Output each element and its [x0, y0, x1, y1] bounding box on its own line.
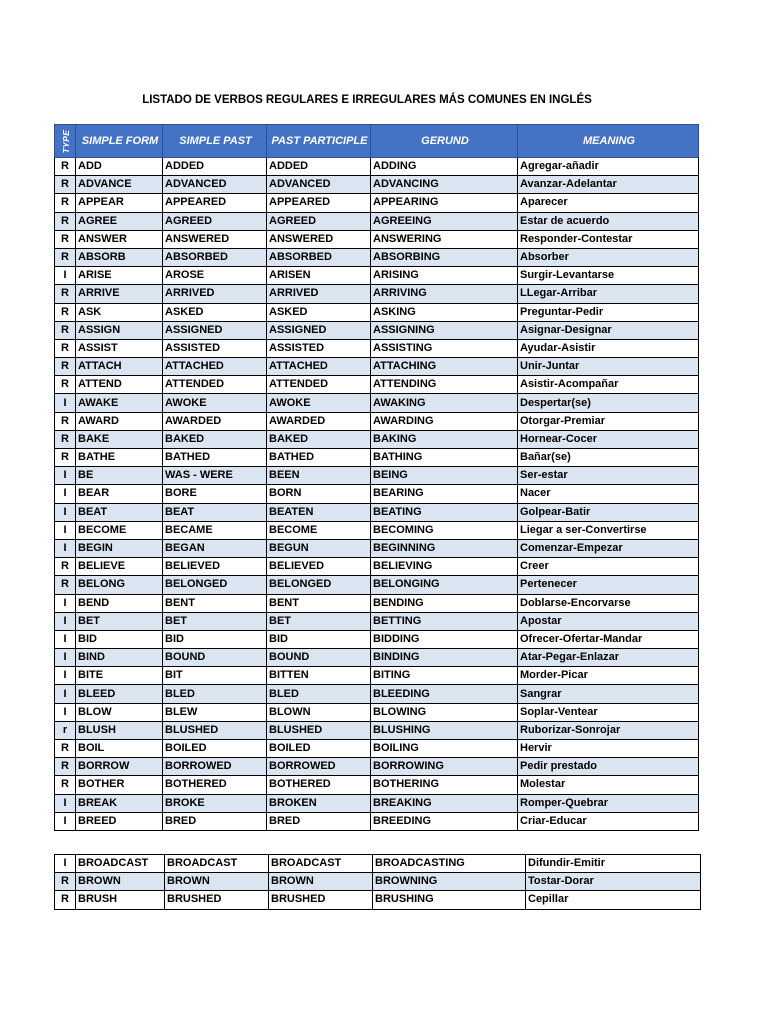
cell-gerund: APPEARING: [371, 194, 518, 212]
cell-simple-past: ADDED: [163, 158, 267, 176]
cell-simple-form: BITE: [76, 667, 163, 685]
cell-past-participle: ADDED: [267, 158, 371, 176]
table-row: [55, 740, 699, 758]
cell-simple-past: BROKE: [163, 794, 267, 812]
cell-past-participle: BEATEN: [267, 503, 371, 521]
document-title: LISTADO DE VERBOS REGULARES E IRREGULARES MÁS COMUNES EN INGLÉS: [142, 94, 592, 106]
cell-meaning: Asignar-Designar: [518, 321, 699, 339]
cell-meaning: Criar-Educar: [518, 812, 699, 830]
cell-type: I: [55, 703, 76, 721]
table-row: [55, 594, 699, 612]
cell-type: I: [55, 855, 76, 873]
cell-meaning: Hornear-Cocer: [518, 430, 699, 448]
cell-simple-past: ARRIVED: [163, 285, 267, 303]
cell-meaning: Difundir-Emitir: [526, 855, 701, 873]
cell-simple-past: BAKED: [163, 430, 267, 448]
cell-simple-form: BEAR: [76, 485, 163, 503]
cell-type: I: [55, 539, 76, 557]
cell-simple-form: BORROW: [76, 758, 163, 776]
cell-type: I: [55, 467, 76, 485]
table-row: [55, 285, 699, 303]
cell-gerund: BLEEDING: [371, 685, 518, 703]
cell-simple-past: ASKED: [163, 303, 267, 321]
verbs-table: [54, 124, 699, 831]
cell-past-participle: BRED: [267, 812, 371, 830]
cell-gerund: BENDING: [371, 594, 518, 612]
cell-type: I: [55, 594, 76, 612]
cell-type: I: [55, 794, 76, 812]
cell-simple-past: ASSIGNED: [163, 321, 267, 339]
cell-type: I: [55, 503, 76, 521]
table-row: [55, 649, 699, 667]
cell-gerund: BORROWING: [371, 758, 518, 776]
cell-gerund: BITING: [371, 667, 518, 685]
cell-simple-form: BLOW: [76, 703, 163, 721]
cell-meaning: Absorber: [518, 248, 699, 266]
cell-past-participle: APPEARED: [267, 194, 371, 212]
cell-type: R: [55, 321, 76, 339]
cell-gerund: ABSORBING: [371, 248, 518, 266]
cell-gerund: BEGINNING: [371, 539, 518, 557]
cell-type: I: [55, 685, 76, 703]
cell-type: R: [55, 891, 76, 909]
cell-simple-form: BELONG: [76, 576, 163, 594]
cell-gerund: BLOWING: [371, 703, 518, 721]
cell-gerund: BATHING: [371, 449, 518, 467]
cell-past-participle: BELONGED: [267, 576, 371, 594]
cell-past-participle: ASSIGNED: [267, 321, 371, 339]
cell-gerund: ATTENDING: [371, 376, 518, 394]
cell-past-participle: ASSISTED: [267, 339, 371, 357]
cell-simple-past: ADVANCED: [163, 176, 267, 194]
cell-past-participle: BATHED: [267, 449, 371, 467]
cell-simple-form: BREED: [76, 812, 163, 830]
cell-past-participle: ASKED: [267, 303, 371, 321]
table-row: [55, 467, 699, 485]
cell-simple-past: BLUSHED: [163, 721, 267, 739]
table-row: [55, 758, 699, 776]
cell-past-participle: BID: [267, 630, 371, 648]
cell-past-participle: BELIEVED: [267, 558, 371, 576]
cell-meaning: Apostar: [518, 612, 699, 630]
cell-simple-past: ANSWERED: [163, 230, 267, 248]
cell-meaning: Liegar a ser-Convertirse: [518, 521, 699, 539]
cell-past-participle: ANSWERED: [267, 230, 371, 248]
cell-gerund: BLUSHING: [371, 721, 518, 739]
cell-type: I: [55, 612, 76, 630]
cell-past-participle: BROADCAST: [269, 855, 373, 873]
cell-gerund: BEING: [371, 467, 518, 485]
table-row: [55, 267, 699, 285]
table-row: [55, 412, 699, 430]
table-row: [55, 812, 699, 830]
cell-meaning: Nacer: [518, 485, 699, 503]
cell-type: I: [55, 630, 76, 648]
cell-simple-past: BID: [163, 630, 267, 648]
cell-meaning: Bañar(se): [518, 449, 699, 467]
cell-past-participle: BROKEN: [267, 794, 371, 812]
cell-simple-past: BORE: [163, 485, 267, 503]
cell-meaning: Sangrar: [518, 685, 699, 703]
header-meaning: MEANING: [518, 125, 699, 158]
cell-simple-form: ADVANCE: [76, 176, 163, 194]
cell-gerund: ADDING: [371, 158, 518, 176]
table-row: [55, 855, 701, 873]
cell-type: I: [55, 267, 76, 285]
header-simple-past: SIMPLE PAST: [163, 125, 267, 158]
cell-gerund: AWARDING: [371, 412, 518, 430]
table-row: [55, 703, 699, 721]
cell-simple-past: WAS - WERE: [163, 467, 267, 485]
verbs-table-continued: [54, 854, 701, 910]
table-row: [55, 376, 699, 394]
cell-meaning: Creer: [518, 558, 699, 576]
cell-meaning: Responder-Contestar: [518, 230, 699, 248]
cell-simple-form: BE: [76, 467, 163, 485]
cell-simple-past: AWARDED: [163, 412, 267, 430]
cell-simple-past: BORROWED: [163, 758, 267, 776]
cell-simple-past: BATHED: [163, 449, 267, 467]
table-row: [55, 685, 699, 703]
cell-type: I: [55, 521, 76, 539]
header-simple-form: SIMPLE FORM: [76, 125, 163, 158]
cell-simple-form: ADD: [76, 158, 163, 176]
cell-simple-past: ASSISTED: [163, 339, 267, 357]
table-row: [55, 521, 699, 539]
cell-meaning: LLegar-Arribar: [518, 285, 699, 303]
cell-gerund: BIDDING: [371, 630, 518, 648]
cell-simple-form: BID: [76, 630, 163, 648]
cell-past-participle: BEEN: [267, 467, 371, 485]
cell-simple-past: BLEW: [163, 703, 267, 721]
cell-type: R: [55, 158, 76, 176]
cell-simple-form: BATHE: [76, 449, 163, 467]
cell-gerund: AWAKING: [371, 394, 518, 412]
cell-past-participle: ARRIVED: [267, 285, 371, 303]
cell-simple-past: AROSE: [163, 267, 267, 285]
cell-past-participle: AWOKE: [267, 394, 371, 412]
cell-gerund: BELONGING: [371, 576, 518, 594]
cell-meaning: Tostar-Dorar: [526, 873, 701, 891]
cell-meaning: Soplar-Ventear: [518, 703, 699, 721]
cell-type: R: [55, 776, 76, 794]
cell-past-participle: BLUSHED: [267, 721, 371, 739]
cell-past-participle: ADVANCED: [267, 176, 371, 194]
cell-gerund: BINDING: [371, 649, 518, 667]
cell-gerund: ASKING: [371, 303, 518, 321]
cell-type: I: [55, 812, 76, 830]
table-row: [55, 485, 699, 503]
cell-meaning: Comenzar-Empezar: [518, 539, 699, 557]
cell-simple-form: BECOME: [76, 521, 163, 539]
cell-meaning: Cepillar: [526, 891, 701, 909]
cell-type: R: [55, 430, 76, 448]
cell-meaning: Golpear-Batir: [518, 503, 699, 521]
table-row: [55, 721, 699, 739]
cell-meaning: Despertar(se): [518, 394, 699, 412]
table-row: [55, 449, 699, 467]
cell-past-participle: BAKED: [267, 430, 371, 448]
cell-gerund: BRUSHING: [373, 891, 526, 909]
cell-simple-form: BAKE: [76, 430, 163, 448]
cell-gerund: ANSWERING: [371, 230, 518, 248]
cell-simple-past: AWOKE: [163, 394, 267, 412]
cell-simple-past: BEGAN: [163, 539, 267, 557]
cell-past-participle: ABSORBED: [267, 248, 371, 266]
cell-type: R: [55, 412, 76, 430]
table-row: [55, 667, 699, 685]
cell-type: I: [55, 485, 76, 503]
cell-past-participle: BOTHERED: [267, 776, 371, 794]
cell-gerund: ARISING: [371, 267, 518, 285]
cell-simple-past: ATTACHED: [163, 358, 267, 376]
cell-simple-past: APPEARED: [163, 194, 267, 212]
cell-simple-past: BRUSHED: [165, 891, 269, 909]
cell-type: R: [55, 558, 76, 576]
cell-simple-form: BROADCAST: [76, 855, 165, 873]
cell-simple-form: AGREE: [76, 212, 163, 230]
cell-gerund: ADVANCING: [371, 176, 518, 194]
cell-type: I: [55, 667, 76, 685]
cell-gerund: BEARING: [371, 485, 518, 503]
table-row: [55, 430, 699, 448]
cell-simple-form: APPEAR: [76, 194, 163, 212]
cell-past-participle: BRUSHED: [269, 891, 373, 909]
cell-type: R: [55, 194, 76, 212]
table-row: [55, 776, 699, 794]
cell-simple-form: BET: [76, 612, 163, 630]
cell-type: R: [55, 358, 76, 376]
table-row: [55, 503, 699, 521]
cell-simple-past: AGREED: [163, 212, 267, 230]
cell-type: R: [55, 248, 76, 266]
cell-past-participle: BORROWED: [267, 758, 371, 776]
table-row: [55, 576, 699, 594]
cell-simple-form: ASSIGN: [76, 321, 163, 339]
cell-gerund: ATTACHING: [371, 358, 518, 376]
table-row: [55, 212, 699, 230]
cell-meaning: Unir-Juntar: [518, 358, 699, 376]
cell-meaning: Asistir-Acompañar: [518, 376, 699, 394]
cell-simple-past: BIT: [163, 667, 267, 685]
cell-gerund: ARRIVING: [371, 285, 518, 303]
cell-past-participle: BENT: [267, 594, 371, 612]
cell-type: R: [55, 873, 76, 891]
cell-gerund: BROWNING: [373, 873, 526, 891]
cell-simple-form: BREAK: [76, 794, 163, 812]
cell-simple-form: ATTACH: [76, 358, 163, 376]
cell-meaning: Pertenecer: [518, 576, 699, 594]
cell-past-participle: BLED: [267, 685, 371, 703]
cell-type: R: [55, 212, 76, 230]
cell-past-participle: AGREED: [267, 212, 371, 230]
cell-meaning: Ayudar-Asistir: [518, 339, 699, 357]
cell-simple-form: ANSWER: [76, 230, 163, 248]
table-row: [55, 891, 701, 909]
cell-meaning: Atar-Pegar-Enlazar: [518, 649, 699, 667]
cell-gerund: BREAKING: [371, 794, 518, 812]
cell-gerund: AGREEING: [371, 212, 518, 230]
table-row: [55, 248, 699, 266]
cell-gerund: BROADCASTING: [373, 855, 526, 873]
cell-simple-past: BENT: [163, 594, 267, 612]
cell-simple-past: ABSORBED: [163, 248, 267, 266]
cell-type: R: [55, 449, 76, 467]
cell-type: R: [55, 176, 76, 194]
cell-simple-past: BELONGED: [163, 576, 267, 594]
cell-simple-past: BROADCAST: [165, 855, 269, 873]
cell-gerund: BOILING: [371, 740, 518, 758]
table-row: [55, 158, 699, 176]
table-row: [55, 321, 699, 339]
table-header-row: [55, 125, 699, 158]
cell-simple-form: BRUSH: [76, 891, 165, 909]
cell-meaning: Agregar-añadir: [518, 158, 699, 176]
cell-past-participle: BITTEN: [267, 667, 371, 685]
cell-simple-past: BECAME: [163, 521, 267, 539]
cell-simple-form: ASK: [76, 303, 163, 321]
cell-meaning: Ruborizar-Sonrojar: [518, 721, 699, 739]
cell-meaning: Pedir prestado: [518, 758, 699, 776]
cell-simple-past: BOILED: [163, 740, 267, 758]
cell-past-participle: AWARDED: [267, 412, 371, 430]
cell-simple-form: BEAT: [76, 503, 163, 521]
cell-meaning: Preguntar-Pedir: [518, 303, 699, 321]
table-row: [55, 630, 699, 648]
cell-type: R: [55, 740, 76, 758]
cell-simple-form: BEGIN: [76, 539, 163, 557]
cell-meaning: Romper-Quebrar: [518, 794, 699, 812]
cell-simple-form: ATTEND: [76, 376, 163, 394]
cell-meaning: Molestar: [518, 776, 699, 794]
cell-simple-form: BLEED: [76, 685, 163, 703]
cell-gerund: BECOMING: [371, 521, 518, 539]
table-row: [55, 794, 699, 812]
cell-past-participle: ARISEN: [267, 267, 371, 285]
table-row: [55, 358, 699, 376]
cell-past-participle: BECOME: [267, 521, 371, 539]
cell-gerund: BREEDING: [371, 812, 518, 830]
cell-type: R: [55, 230, 76, 248]
cell-simple-form: ARRIVE: [76, 285, 163, 303]
cell-type: R: [55, 339, 76, 357]
cell-type: r: [55, 721, 76, 739]
cell-meaning: Ser-estar: [518, 467, 699, 485]
cell-past-participle: BOUND: [267, 649, 371, 667]
cell-gerund: BEATING: [371, 503, 518, 521]
cell-gerund: BETTING: [371, 612, 518, 630]
cell-type: R: [55, 576, 76, 594]
cell-simple-past: ATTENDED: [163, 376, 267, 394]
cell-meaning: Hervir: [518, 740, 699, 758]
cell-meaning: Morder-Picar: [518, 667, 699, 685]
cell-past-participle: ATTENDED: [267, 376, 371, 394]
cell-past-participle: BORN: [267, 485, 371, 503]
cell-type: R: [55, 303, 76, 321]
cell-simple-past: BRED: [163, 812, 267, 830]
cell-simple-past: BET: [163, 612, 267, 630]
cell-simple-form: AWARD: [76, 412, 163, 430]
cell-past-participle: BET: [267, 612, 371, 630]
cell-type: R: [55, 376, 76, 394]
cell-meaning: Otorgar-Premiar: [518, 412, 699, 430]
cell-type: R: [55, 758, 76, 776]
table-row: [55, 612, 699, 630]
cell-simple-form: BOTHER: [76, 776, 163, 794]
header-gerund: GERUND: [371, 125, 518, 158]
cell-gerund: ASSIGNING: [371, 321, 518, 339]
table-row: [55, 303, 699, 321]
table-row: [55, 194, 699, 212]
cell-past-participle: BLOWN: [267, 703, 371, 721]
cell-past-participle: BROWN: [269, 873, 373, 891]
cell-meaning: Avanzar-Adelantar: [518, 176, 699, 194]
cell-simple-past: BOUND: [163, 649, 267, 667]
cell-type: R: [55, 285, 76, 303]
table-row: [55, 230, 699, 248]
cell-meaning: Aparecer: [518, 194, 699, 212]
cell-simple-past: BROWN: [165, 873, 269, 891]
cell-gerund: BAKING: [371, 430, 518, 448]
table-row: [55, 539, 699, 557]
cell-past-participle: BOILED: [267, 740, 371, 758]
cell-simple-form: BEND: [76, 594, 163, 612]
cell-simple-past: BEAT: [163, 503, 267, 521]
table-row: [55, 339, 699, 357]
cell-past-participle: BEGUN: [267, 539, 371, 557]
cell-meaning: Surgir-Levantarse: [518, 267, 699, 285]
cell-simple-past: BELIEVED: [163, 558, 267, 576]
cell-gerund: BOTHERING: [371, 776, 518, 794]
cell-simple-past: BLED: [163, 685, 267, 703]
cell-simple-form: ABSORB: [76, 248, 163, 266]
cell-simple-form: BIND: [76, 649, 163, 667]
table-row: [55, 873, 701, 891]
cell-simple-past: BOTHERED: [163, 776, 267, 794]
cell-gerund: BELIEVING: [371, 558, 518, 576]
table-row: [55, 394, 699, 412]
header-past-participle: PAST PARTICIPLE: [267, 125, 371, 158]
cell-meaning: Estar de acuerdo: [518, 212, 699, 230]
cell-meaning: Doblarse-Encorvarse: [518, 594, 699, 612]
table-row: [55, 176, 699, 194]
cell-simple-form: BELIEVE: [76, 558, 163, 576]
cell-simple-form: BROWN: [76, 873, 165, 891]
cell-type: I: [55, 649, 76, 667]
header-type: TYPE: [55, 125, 76, 158]
table-row: [55, 558, 699, 576]
cell-simple-form: BOIL: [76, 740, 163, 758]
cell-simple-form: ASSIST: [76, 339, 163, 357]
cell-simple-form: BLUSH: [76, 721, 163, 739]
cell-meaning: Ofrecer-Ofertar-Mandar: [518, 630, 699, 648]
cell-simple-form: AWAKE: [76, 394, 163, 412]
cell-simple-form: ARISE: [76, 267, 163, 285]
cell-past-participle: ATTACHED: [267, 358, 371, 376]
cell-type: I: [55, 394, 76, 412]
cell-gerund: ASSISTING: [371, 339, 518, 357]
